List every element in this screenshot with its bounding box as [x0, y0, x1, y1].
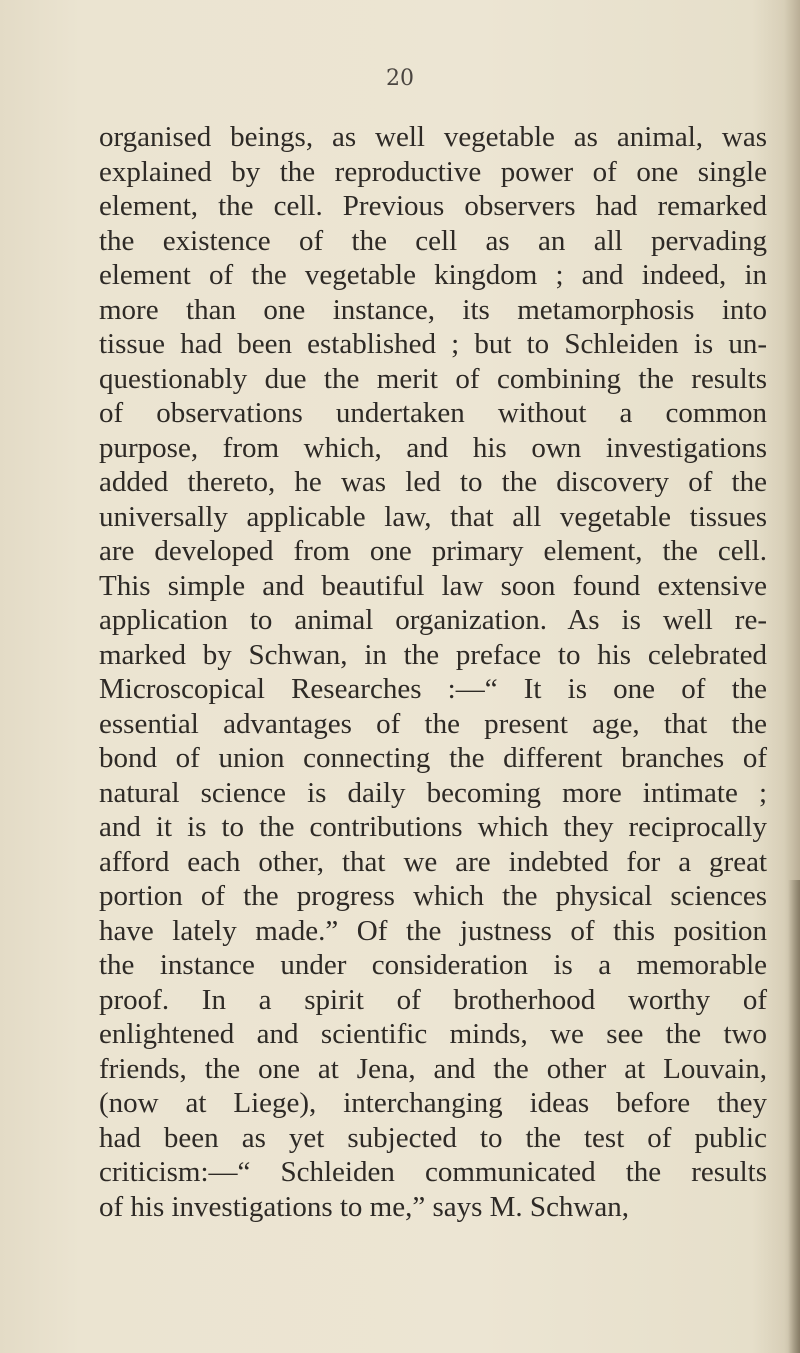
- text-line: have lately made.” Of the justness of this position: [99, 914, 767, 947]
- text-line: more than one instance, its metamorphosis into: [99, 293, 767, 326]
- text-line: application to animal organization. As is well re-: [99, 604, 767, 636]
- text-line: proof. In a spirit of brotherhood worthy of: [99, 983, 767, 1016]
- text-line: explained by the reproductive power of one single: [99, 155, 767, 188]
- text-line: of observations undertaken without a common: [99, 397, 767, 429]
- text-line: Microscopical Researches :—“ It is one of the: [99, 673, 767, 705]
- text-line: portion of the progress which the physical sciences: [99, 880, 767, 912]
- text-line: (now at Liege), interchanging ideas before they: [99, 1087, 767, 1119]
- text-line: questionably due the merit of combining the results: [99, 362, 767, 395]
- text-line: universally applicable law, that all vegetable tissues: [99, 500, 767, 533]
- text-line: tissue had been established ; but to Schleiden is un-: [99, 328, 767, 360]
- text-line: bond of union connecting the different branches of: [99, 742, 767, 774]
- body-text: [99, 120, 767, 1224]
- text-line: This simple and beautiful law soon found extensive: [99, 569, 767, 602]
- text-line: added thereto, he was led to the discovery of the: [99, 466, 767, 498]
- text-line: the existence of the cell as an all pervading: [99, 224, 767, 257]
- text-line: are developed from one primary element, the cell.: [99, 535, 767, 567]
- text-line: marked by Schwan, in the preface to his celebrated: [99, 638, 767, 671]
- text-line: criticism:—“ Schleiden communicated the results: [99, 1156, 767, 1188]
- text-line: element of the vegetable kingdom ; and indeed, in: [99, 259, 767, 291]
- text-line: natural science is daily becoming more intimate ;: [99, 776, 767, 809]
- page-number: 20: [386, 66, 414, 91]
- text-line: the instance under consideration is a memorable: [99, 949, 767, 981]
- text-line: of his investigations to me,” says M. Schwan,: [99, 1190, 630, 1223]
- text-line: purpose, from which, and his own investigations: [99, 431, 767, 464]
- text-line: had been as yet subjected to the test of public: [99, 1121, 767, 1154]
- text-line: enlightened and scientific minds, we see the two: [99, 1018, 767, 1050]
- text-line: essential advantages of the present age, that the: [99, 707, 767, 740]
- page-edge-shadow: [788, 880, 800, 1353]
- text-line: friends, the one at Jena, and the other at Louvain,: [99, 1052, 767, 1085]
- text-line: and it is to the contributions which they reciprocally: [99, 811, 767, 843]
- text-line: afford each other, that we are indebted for a great: [99, 845, 767, 878]
- text-line: element, the cell. Previous observers had remarked: [99, 190, 767, 222]
- text-line: organised beings, as well vegetable as animal, was: [99, 121, 767, 153]
